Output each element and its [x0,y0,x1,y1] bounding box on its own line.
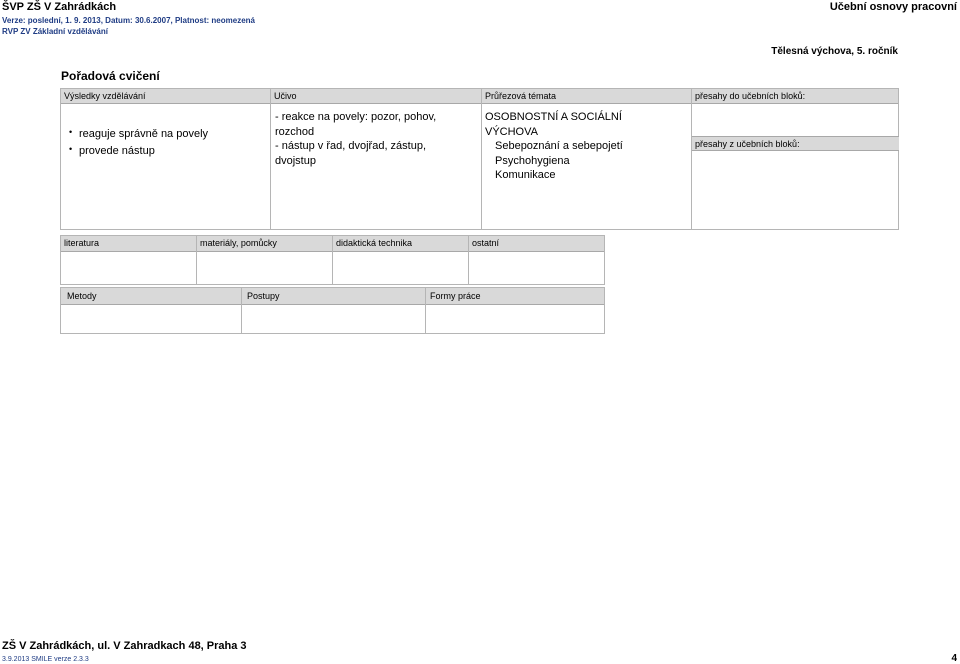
page-number: 4 [951,653,957,664]
topic-sub: Psychohygiena [495,154,570,167]
section-title: Pořadová cvičení [61,69,160,83]
column-divider [332,236,333,284]
header-metody: Metody [67,291,97,301]
header-presahy-do: přesahy do učebních bloků: [695,91,806,101]
footer-version: 3.9.2013 SMILE verze 2.3.3 [2,656,89,663]
topic-sub: Sebepoznání a sebepojetí [495,140,623,152]
header-vysledky: Výsledky vzdělávání [64,91,146,101]
rvp-line: RVP ZV Základní vzdělávání [2,27,108,36]
methods-table-header [61,288,604,305]
outcome-item: • reaguje správně na povely [69,126,208,143]
footer-address: ZŠ V Zahrádkách, ul. V Zahradkach 48, Praha 3 [2,640,247,652]
resources-table [60,235,605,285]
header-literatura: literatura [64,238,100,248]
curriculum-line: - nástup v řad, dvojřad, zástup, [275,140,427,152]
column-divider [270,89,271,229]
outcomes-list [69,126,208,160]
methods-table [60,287,605,334]
column-divider [241,288,242,333]
curriculum-line: dvojstup [275,154,316,167]
curriculum-content [275,110,436,168]
header-postupy: Postupy [247,291,280,301]
header-prurezova: Průřezová témata [485,91,557,101]
outcome-item: • provede nástup [69,143,208,160]
version-line: Verze: poslední, 1. 9. 2013, Datum: 30.6.2007, Platnost: neomezená [2,16,255,25]
header-formy-prace: Formy práce [430,291,481,301]
cross-curricular-topics [485,110,623,183]
header-ucivo: Učivo [274,91,297,101]
outcomes-table [60,88,899,230]
header-ostatni: ostatní [472,238,500,248]
curriculum-line: - reakce na povely: pozor, pohov, [275,111,437,123]
column-divider [196,236,197,284]
header-materialy: materiály, pomůcky [200,238,277,248]
subject-label: Tělesná výchova, 5. ročník [771,46,898,57]
school-title: ŠVP ZŠ V Zahrádkách [2,1,117,13]
topic-main: OSOBNOSTNÍ A SOCIÁLNÍ [485,111,622,123]
outcomes-table-header [61,89,898,104]
header-presahy-z: přesahy z učebních bloků: [692,136,899,151]
curriculum-line: rozchod [275,125,315,138]
topic-main: VÝCHOVA [485,125,538,138]
column-divider [481,89,482,229]
document-type: Učební osnovy pracovní [829,1,957,13]
column-divider [468,236,469,284]
header-didakticka-technika: didaktická technika [336,238,413,248]
column-divider [425,288,426,333]
column-divider [691,89,692,229]
topic-sub: Komunikace [495,169,556,181]
